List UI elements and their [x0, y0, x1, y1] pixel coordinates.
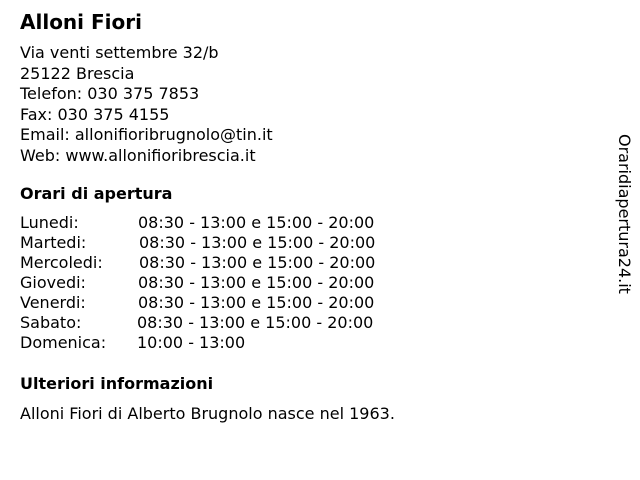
business-name: Alloni Fiori	[20, 10, 142, 34]
email-address: Email: allonifioribrugnolo@tin.it	[20, 125, 273, 144]
hours-day: Lunedi:	[20, 213, 79, 232]
site-brand-vertical	[611, 134, 637, 310]
hours-time: 10:00 - 13:00	[137, 333, 246, 352]
hours-day: Giovedi:	[20, 273, 86, 292]
website-address: Web: www.allonifioribrescia.it	[20, 145, 256, 165]
address-city: 25122 Brescia	[20, 63, 135, 83]
hours-time: 08:30 - 13:00 e 15:00 - 20:00	[138, 213, 375, 232]
hours-time: 08:30 - 13:00 e 15:00 - 20:00	[139, 253, 376, 272]
opening-hours-heading: Orari di apertura	[20, 184, 173, 203]
contact-block	[20, 43, 273, 166]
hours-day: Sabato:	[20, 313, 82, 332]
fax-number: Fax: 030 375 4155	[20, 104, 170, 124]
additional-info-heading: Ulteriori informazioni	[20, 374, 214, 393]
phone-number: Telefon: 030 375 7853	[20, 84, 200, 103]
hours-day: Martedi:	[20, 233, 87, 252]
hours-day: Mercoledi:	[20, 253, 103, 272]
hours-day: Domenica:	[20, 333, 107, 352]
additional-info-text: Alloni Fiori di Alberto Brugnolo nasce nel 1963.	[20, 404, 395, 423]
address-street: Via venti settembre 32/b	[20, 43, 219, 62]
hours-day: Venerdi:	[20, 293, 86, 312]
site-brand-text: Oraridiapertura24.it	[615, 134, 634, 294]
hours-time: 08:30 - 13:00 e 15:00 - 20:00	[138, 273, 375, 292]
hours-time: 08:30 - 13:00 e 15:00 - 20:00	[137, 313, 374, 332]
hours-time: 08:30 - 13:00 e 15:00 - 20:00	[139, 233, 376, 252]
hours-time: 08:30 - 13:00 e 15:00 - 20:00	[138, 293, 375, 312]
